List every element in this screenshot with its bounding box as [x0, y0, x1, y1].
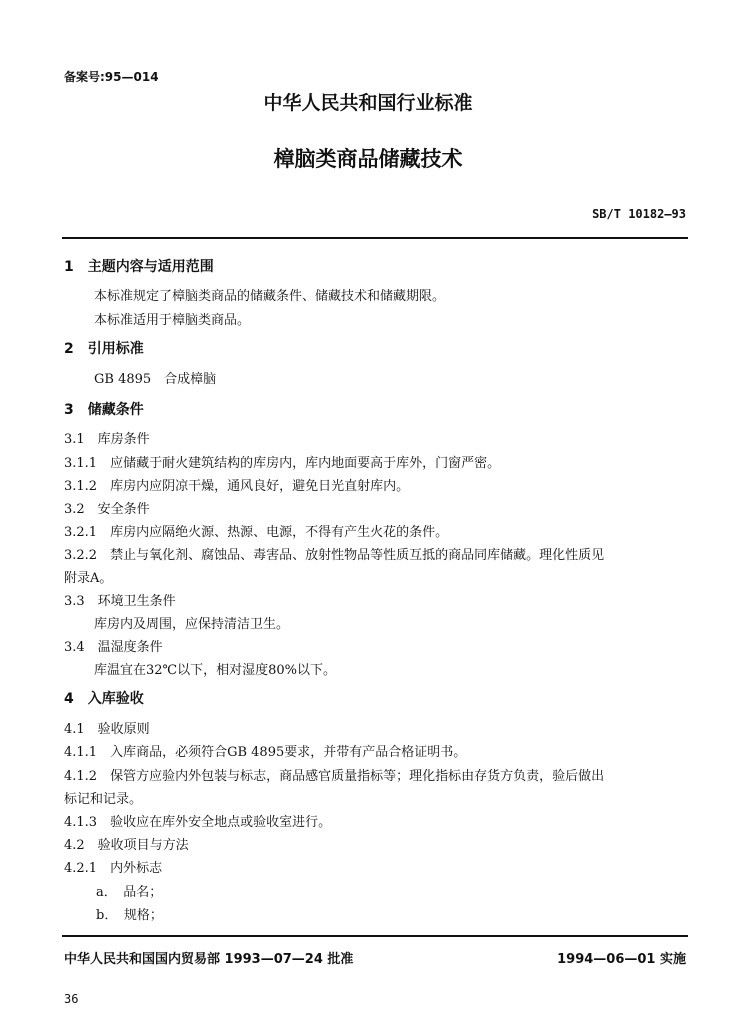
clause-4-1-1: 4.1.1 入库商品，必须符合GB 4895要求，并带有产品合格证明书。 — [64, 745, 467, 760]
clause-3-4: 3.4 温湿度条件 — [64, 640, 163, 655]
section-1-paragraph-2: 本标准适用于樟脑类商品。 — [94, 313, 251, 328]
approval-line: 中华人民共和国国内贸易部 1993—07—24 批准 — [64, 952, 354, 967]
standard-code: SB/T 10182—93 — [592, 207, 686, 221]
clause-4-1: 4.1 验收原则 — [64, 722, 150, 737]
clause-3-3: 3.3 环境卫生条件 — [64, 594, 176, 609]
clause-3-1-1: 3.1.1 应储藏于耐火建筑结构的库房内，库内地面要高于库外，门窗严密。 — [64, 456, 501, 471]
clause-3-2: 3.2 安全条件 — [64, 502, 150, 517]
issuing-organization: 中华人民共和国行业标准 — [263, 92, 473, 114]
clause-4-1-2: 4.1.2 保管方应验内外包装与标志，商品感官质量指标等；理化指标由存货方负责，验后做出 — [64, 769, 605, 784]
section-2-reference: GB 4895 合成樟脑 — [94, 372, 217, 387]
clause-4-1-3: 4.1.3 验收应在库外安全地点或验收室进行。 — [64, 815, 332, 830]
record-number: 备案号:95—014 — [64, 70, 159, 84]
section-1-paragraph-1: 本标准规定了樟脑类商品的储藏条件、储藏技术和储藏期限。 — [94, 289, 446, 304]
clause-3-1-2: 3.1.2 库房内应阴凉干燥，通风良好，避免日光直射库内。 — [64, 479, 410, 494]
clause-3-1: 3.1 库房条件 — [64, 432, 150, 447]
page-number: 36 — [64, 992, 79, 1006]
clause-3-4-text: 库温宜在32℃以下，相对湿度80%以下。 — [94, 663, 336, 678]
list-item-b: b． 规格； — [96, 908, 163, 923]
section-2-title: 2 引用标准 — [64, 341, 144, 357]
implementation-date: 1994—06—01 实施 — [557, 952, 686, 967]
section-3-title: 3 储藏条件 — [64, 402, 144, 418]
clause-3-2-2-continued: 附录A。 — [64, 571, 113, 586]
section-4-title: 4 入库验收 — [64, 691, 144, 707]
clause-4-2-1: 4.2.1 内外标志 — [64, 861, 163, 876]
section-1-title: 1 主题内容与适用范围 — [64, 259, 214, 275]
header-divider — [62, 237, 688, 239]
list-item-a: a． 品名； — [96, 885, 163, 900]
clause-3-2-2: 3.2.2 禁止与氧化剂、腐蚀品、毒害品、放射性物品等性质互抵的商品同库储藏。理化性质见 — [64, 548, 605, 563]
footer-divider — [62, 935, 688, 937]
clause-3-2-1: 3.2.1 库房内应隔绝火源、热源、电源，不得有产生火花的条件。 — [64, 525, 449, 540]
clause-3-3-text: 库房内及周围，应保持清洁卫生。 — [94, 617, 290, 632]
clause-4-1-2-continued: 标记和记录。 — [64, 792, 143, 807]
document-title: 樟脑类商品储藏技术 — [273, 147, 463, 171]
clause-4-2: 4.2 验收项目与方法 — [64, 838, 189, 853]
